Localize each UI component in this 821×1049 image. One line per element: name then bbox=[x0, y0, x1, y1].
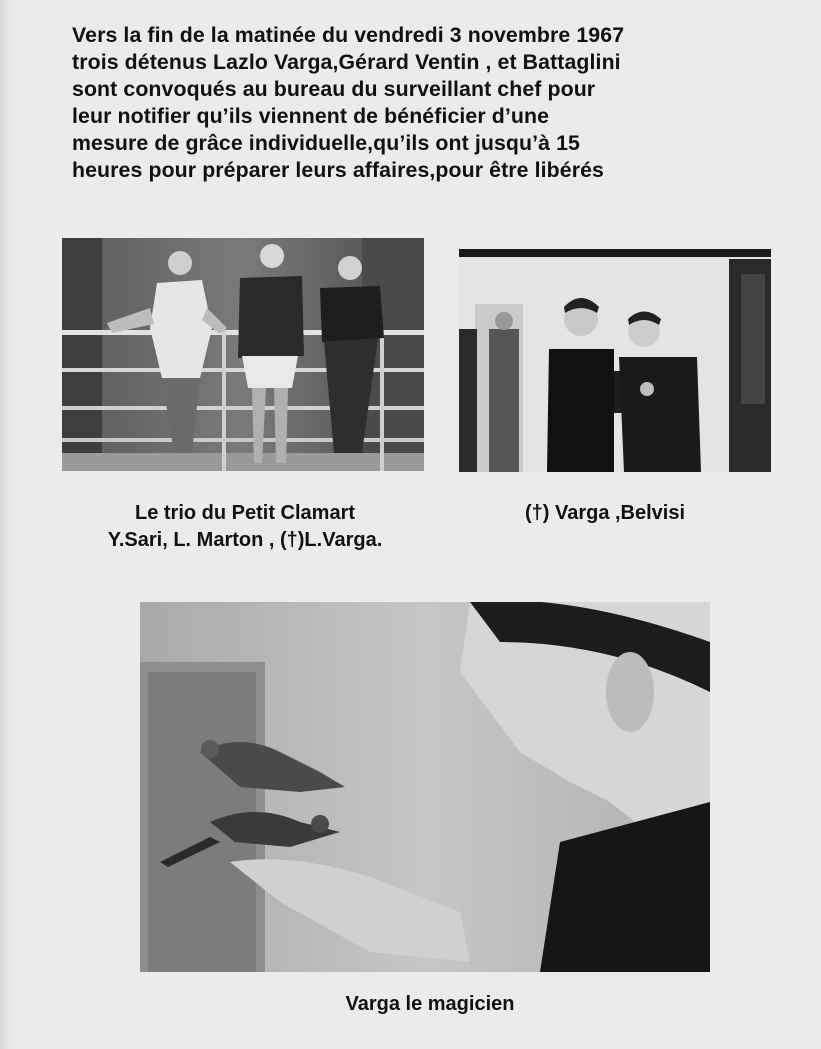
caption-trio-names: Y.Sari, L. Marton , (†)L.Varga. bbox=[107, 529, 383, 551]
photo-trio-petit-clamart bbox=[62, 238, 424, 471]
photo-varga-belvisi bbox=[459, 249, 771, 472]
photo-varga-magician bbox=[140, 602, 710, 972]
intro-paragraph: Vers la fin de la matinée du vendredi 3 novembre 1967 trois détenus Lazlo Varga,Gérard Ventin , et Battaglini sont convoqués au bureau du surveillant chef pour leur notifier qu’ils viennent de bénéficier d’une mesure de grâce individuelle,qu’ils ont jusqu’à 15 heures pour préparer leurs affaires,pour être libérés bbox=[72, 23, 625, 182]
caption-magician: Varga le magicien bbox=[345, 993, 515, 1015]
caption-trio-title: Le trio du Petit Clamart bbox=[134, 502, 356, 524]
caption-varga-belvisi: (†) Varga ,Belvisi bbox=[524, 502, 686, 524]
caption-trio bbox=[40, 500, 450, 554]
page-edge bbox=[0, 0, 12, 1049]
